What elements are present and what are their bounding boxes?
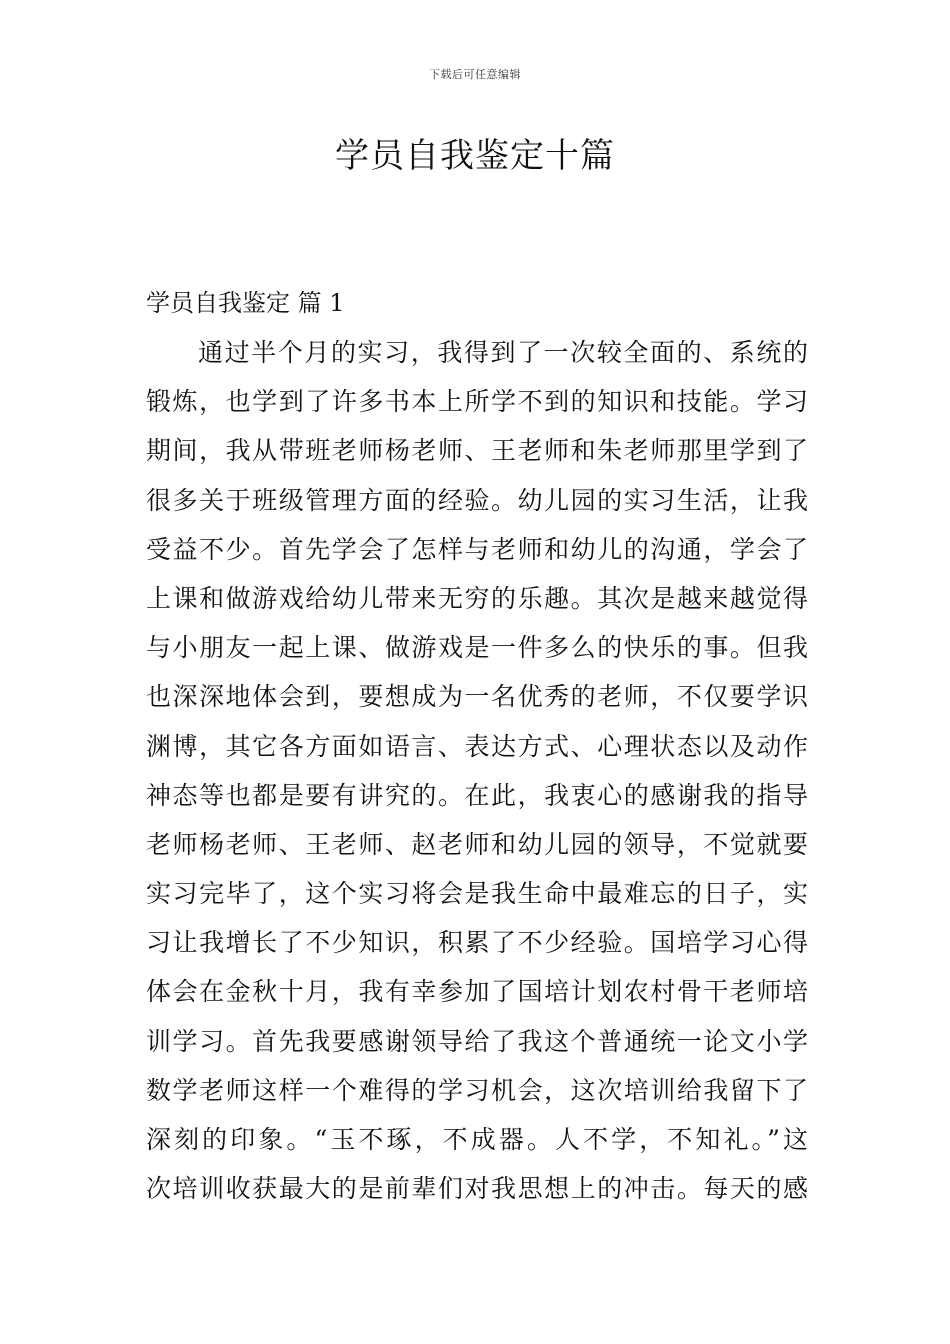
body-line: 期间，我从带班老师杨老师、王老师和朱老师那里学到了 (146, 436, 808, 466)
body-line: 老师杨老师、王老师、赵老师和幼儿园的领导，不觉就要 (146, 829, 808, 859)
body-line: 次培训收获最大的是前辈们对我思想上的冲击。每天的感 (146, 1174, 808, 1204)
body-line: 与小朋友一起上课、做游戏是一件多么的快乐的事。但我 (146, 633, 808, 663)
body-line: 数学老师这样一个难得的学习机会，这次培训给我留下了 (146, 1075, 808, 1105)
body-line: 实习完毕了，这个实习将会是我生命中最难忘的日子，实 (146, 879, 808, 909)
body-text (146, 328, 808, 1213)
body-line: 深刻的印象。“玉不琢，不成器。人不学，不知礼。”这 (146, 1125, 808, 1154)
body-line: 渊博，其它各方面如语言、表达方式、心理状态以及动作 (146, 731, 808, 761)
body-line: 很多关于班级管理方面的经验。幼儿园的实习生活，让我 (146, 485, 808, 515)
body-line: 受益不少。首先学会了怎样与老师和幼儿的沟通，学会了 (146, 534, 808, 564)
body-line: 神态等也都是要有讲究的。在此，我衷心的感谢我的指导 (146, 780, 808, 810)
body-line: 也深深地体会到，要想成为一名优秀的老师，不仅要学识 (146, 682, 808, 712)
body-line: 通过半个月的实习，我得到了一次较全面的、系统的 (198, 338, 808, 367)
body-line: 训学习。首先我要感谢领导给了我这个普通统一论文小学 (146, 1026, 808, 1056)
body-line: 体会在金秋十月，我有幸参加了国培计划农村骨干老师培 (146, 977, 808, 1007)
body-line: 习让我增长了不少知识，积累了不少经验。国培学习心得 (146, 928, 808, 958)
body-line: 上课和做游戏给幼儿带来无穷的乐趣。其次是越来越觉得 (146, 583, 808, 613)
section-heading: 学员自我鉴定 篇 1 (146, 289, 345, 317)
header-note: 下载后可任意编辑 (429, 68, 521, 81)
document-title: 学员自我鉴定十篇 (335, 136, 615, 176)
body-line: 锻炼，也学到了许多书本上所学不到的知识和技能。学习 (146, 387, 808, 417)
